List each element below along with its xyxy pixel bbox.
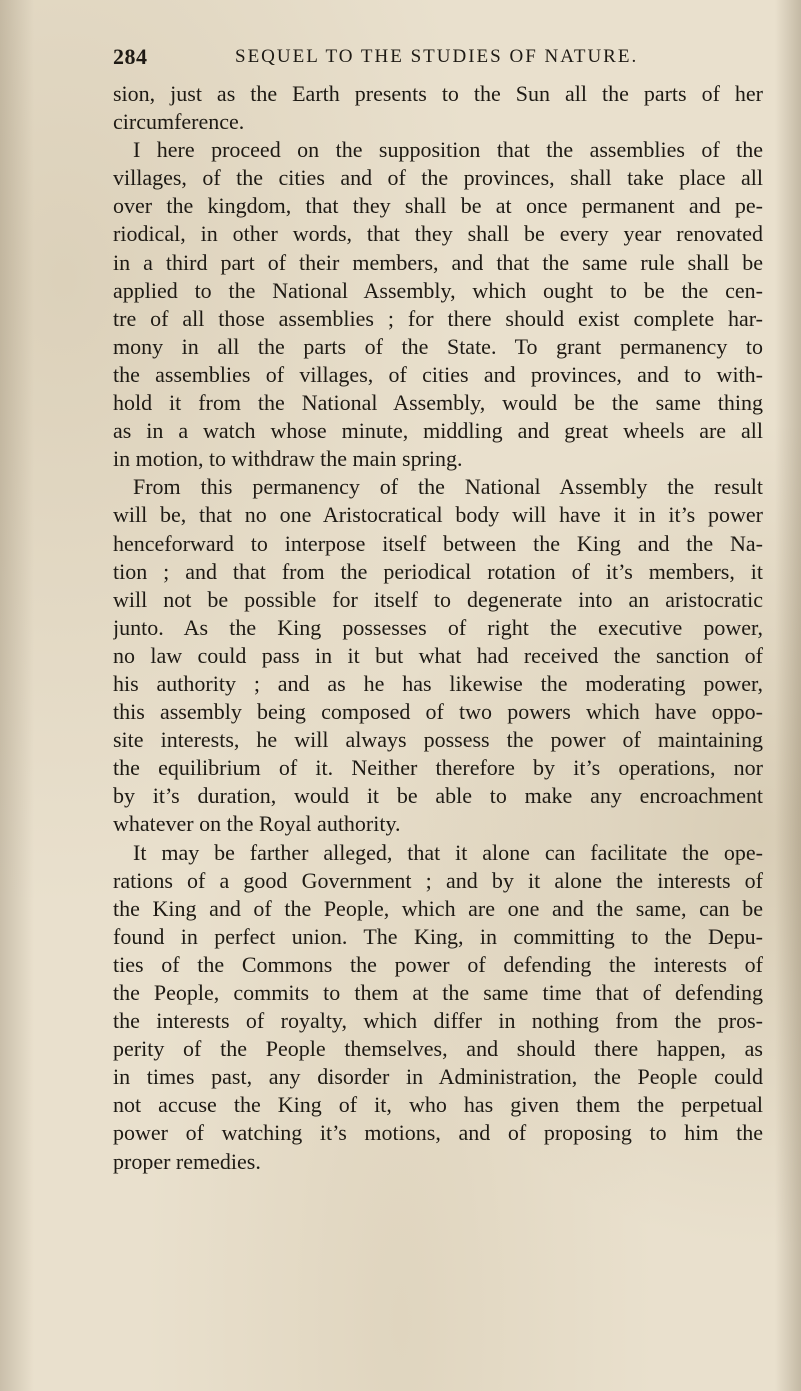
text-line: perity of the People themselves, and should there happen, as xyxy=(113,1036,763,1062)
text-line: henceforward to interpose itself between the King and the Na- xyxy=(113,530,763,556)
paragraph xyxy=(113,839,763,1176)
text-line: proper remedies. xyxy=(113,1148,261,1174)
text-line: rations of a good Government ; and by it alone the interests of xyxy=(113,867,763,893)
text-line: tre of all those assemblies ; for there should exist complete har- xyxy=(113,305,763,331)
text-line: his authority ; and as he has likewise the moderating power, xyxy=(113,670,763,696)
running-title: SEQUEL TO THE STUDIES OF NATURE. xyxy=(235,46,639,67)
text-line: hold it from the National Assembly, would be the same thing xyxy=(113,390,763,416)
paragraph xyxy=(113,473,763,838)
text-line: site interests, he will always possess the power of maintaining xyxy=(113,727,763,753)
text-line: will not be possible for itself to degenerate into an aristocratic xyxy=(113,586,763,612)
text-line: this assembly being composed of two powers which have oppo- xyxy=(113,699,763,725)
text-line: From this permanency of the National Assembly the result xyxy=(133,474,763,500)
text-line: circumference. xyxy=(113,109,245,135)
text-line: the King and of the People, which are one and the same, can be xyxy=(113,895,763,921)
text-line: tion ; and that from the periodical rotation of it’s members, it xyxy=(113,558,763,584)
body-text xyxy=(113,80,763,1176)
text-line: I here proceed on the supposition that the assemblies of the xyxy=(133,137,763,163)
paragraph xyxy=(113,80,763,136)
text-line: in a third part of their members, and that the same rule shall be xyxy=(113,249,763,275)
text-line: power of watching it’s motions, and of proposing to him the xyxy=(113,1120,763,1146)
text-line: ties of the Commons the power of defending the interests of xyxy=(113,951,763,977)
text-line: sion, just as the Earth presents to the Sun all the parts of her xyxy=(113,81,763,106)
text-line: will be, that no one Aristocratical body will have it in it’s power xyxy=(113,502,763,528)
page-gutter-shadow xyxy=(0,0,34,1391)
paragraph xyxy=(113,136,763,473)
page-header xyxy=(113,44,753,76)
text-line: the assemblies of villages, of cities and provinces, and to with- xyxy=(113,361,763,387)
text-line: junto. As the King possesses of right the executive power, xyxy=(113,614,763,640)
text-line: the People, commits to them at the same time that of defending xyxy=(113,980,763,1005)
text-line: It may be farther alleged, that it alone can facilitate the ope- xyxy=(133,839,763,865)
text-line: by it’s duration, would it be able to make any encroachment xyxy=(113,783,763,809)
text-line: whatever on the Royal authority. xyxy=(113,811,401,837)
text-line: no law could pass in it but what had received the sanction of xyxy=(113,642,763,668)
text-line: villages, of the cities and of the provinces, shall take place all xyxy=(113,165,763,191)
text-line: not accuse the King of it, who has given them the perpetual xyxy=(113,1092,763,1118)
text-line: found in perfect union. The King, in committing to the Depu- xyxy=(113,923,763,949)
text-line: applied to the National Assembly, which ought to be the cen- xyxy=(113,277,763,303)
text-line: in motion, to withdraw the main spring. xyxy=(113,446,463,472)
page-number: 284 xyxy=(113,44,148,69)
text-line: in times past, any disorder in Administration, the People could xyxy=(113,1064,763,1090)
text-line: the equilibrium of it. Neither therefore by it’s operations, nor xyxy=(113,755,763,781)
text-line: as in a watch whose minute, middling and great wheels are all xyxy=(113,418,763,444)
text-line: over the kingdom, that they shall be at once permanent and pe- xyxy=(113,193,763,219)
text-line: the interests of royalty, which differ in nothing from the pros- xyxy=(113,1008,763,1034)
text-line: riodical, in other words, that they shall be every year renovated xyxy=(113,221,763,247)
text-line: mony in all the parts of the State. To grant permanency to xyxy=(113,333,763,359)
page-edge-shadow xyxy=(775,0,801,1391)
